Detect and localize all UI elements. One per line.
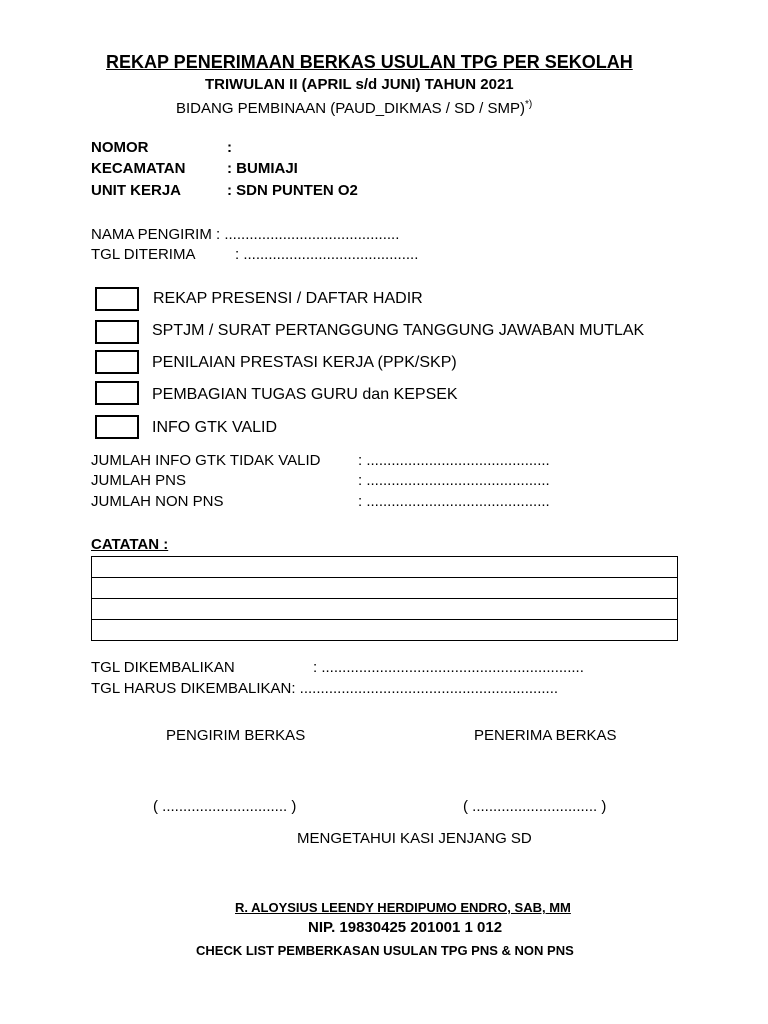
penerima-berkas-label: PENERIMA BERKAS xyxy=(474,727,617,744)
catatan-row xyxy=(92,620,678,641)
catatan-row xyxy=(92,599,678,620)
tgl-diterima-value: : .......................................... xyxy=(235,246,419,263)
division-footnote-mark: *) xyxy=(524,99,533,110)
jumlah-pns-value: : ............................................ xyxy=(358,472,550,489)
kecamatan-value: : BUMIAJI xyxy=(227,160,298,177)
nomor-value: : xyxy=(227,139,232,156)
checkbox-rekap-presensi[interactable] xyxy=(95,287,139,311)
official-name: R. ALOYSIUS LEENDY HERDIPUMO ENDRO, SAB, MM xyxy=(235,900,571,915)
tgl-dikembalikan-value: : ............................................................... xyxy=(313,659,584,676)
checklist-item-penilaian-prestasi: PENILAIAN PRESTASI KERJA (PPK/SKP) xyxy=(152,354,457,371)
division-subtitle xyxy=(176,96,532,118)
pengirim-berkas-label: PENGIRIM BERKAS xyxy=(166,727,306,744)
checkbox-pembagian-tugas[interactable] xyxy=(95,381,139,405)
period-subtitle: TRIWULAN II (APRIL s/d JUNI) TAHUN 2021 xyxy=(205,76,514,93)
jumlah-non-pns-label: JUMLAH NON PNS xyxy=(91,493,224,510)
mengetahui-label: MENGETAHUI KASI JENJANG SD xyxy=(297,830,532,847)
division-text: BIDANG PEMBINAAN (PAUD_DIKMAS / SD / SMP) xyxy=(176,100,525,117)
catatan-row xyxy=(92,578,678,599)
catatan-label: CATATAN : xyxy=(91,536,169,553)
checklist-item-info-gtk: INFO GTK VALID xyxy=(152,419,278,436)
unit-kerja-label: UNIT KERJA xyxy=(91,182,182,199)
tgl-dikembalikan-label: TGL DIKEMBALIKAN xyxy=(91,659,235,676)
checklist-item-pembagian-tugas: PEMBAGIAN TUGAS GURU dan KEPSEK xyxy=(152,386,458,403)
checkbox-info-gtk[interactable] xyxy=(95,415,139,439)
checkbox-sptjm[interactable] xyxy=(95,320,139,344)
kecamatan-label: KECAMATAN xyxy=(91,160,186,177)
nomor-label: NOMOR xyxy=(91,139,149,156)
jumlah-info-gtk-label: JUMLAH INFO GTK TIDAK VALID xyxy=(91,452,321,469)
unit-kerja-value: : SDN PUNTEN O2 xyxy=(227,182,358,199)
catatan-cell[interactable] xyxy=(92,620,678,641)
catatan-cell[interactable] xyxy=(92,557,678,578)
catatan-row xyxy=(92,557,678,578)
catatan-table xyxy=(91,556,678,641)
checklist-item-sptjm: SPTJM / SURAT PERTANGGUNG TANGGUNG JAWABAN MUTLAK xyxy=(152,322,645,339)
pengirim-signature-blank: ( .............................. ) xyxy=(153,798,297,815)
checklist-item-rekap-presensi: REKAP PRESENSI / DAFTAR HADIR xyxy=(153,290,423,307)
tgl-diterima-label: TGL DITERIMA xyxy=(91,246,196,263)
document-title: REKAP PENERIMAAN BERKAS USULAN TPG PER SEKOLAH xyxy=(106,52,633,72)
checkbox-penilaian-prestasi[interactable] xyxy=(95,350,139,374)
jumlah-non-pns-value: : ............................................ xyxy=(358,493,550,510)
jumlah-pns-label: JUMLAH PNS xyxy=(91,472,187,489)
official-nip: NIP. 19830425 201001 1 012 xyxy=(308,919,503,936)
catatan-cell[interactable] xyxy=(92,578,678,599)
penerima-signature-blank: ( .............................. ) xyxy=(463,798,607,815)
footer-title: CHECK LIST PEMBERKASAN USULAN TPG PNS & NON PNS xyxy=(196,943,574,958)
nama-pengirim-field: NAMA PENGIRIM : .......................................... xyxy=(91,226,400,243)
tgl-harus-dikembalikan-field: TGL HARUS DIKEMBALIKAN: .............................................................. xyxy=(91,680,559,697)
jumlah-info-gtk-value: : ............................................ xyxy=(358,452,550,469)
catatan-cell[interactable] xyxy=(92,599,678,620)
